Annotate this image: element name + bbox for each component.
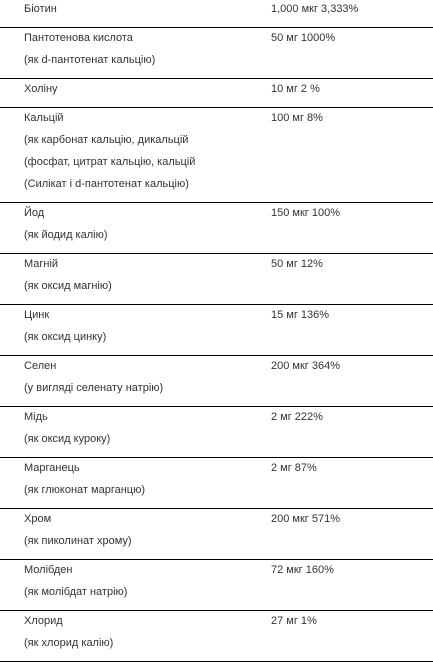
nutrient-form-note: (як йодид калію) xyxy=(24,229,108,241)
nutrient-name: Магній xyxy=(24,258,59,270)
nutrient-name: Пантотенова кислота xyxy=(24,32,133,44)
nutrient-amount: 2 мг 87% xyxy=(271,462,317,474)
nutrient-amount: 100 мг 8% xyxy=(271,112,323,124)
nutrient-form-note: (як пиколинат хрому) xyxy=(24,535,132,547)
table-row xyxy=(0,254,433,305)
nutrient-form-note: (як оксид цинку) xyxy=(24,331,107,343)
nutrient-form-note: (як хлорид калію) xyxy=(24,637,114,649)
nutrient-form-note: (фосфат, цитрат кальцію, кальцій xyxy=(24,156,196,168)
table-row xyxy=(0,108,433,203)
nutrient-name: Марганець xyxy=(24,462,80,474)
table-row xyxy=(0,356,433,407)
nutrient-form-note: (як оксид магнію) xyxy=(24,280,112,292)
nutrient-amount: 15 мг 136% xyxy=(271,309,330,321)
nutrient-name: Молібден xyxy=(24,564,73,576)
table-row xyxy=(0,0,433,28)
nutrient-amount: 10 мг 2 % xyxy=(271,83,320,95)
nutrient-amount: 72 мкг 160% xyxy=(271,564,334,576)
nutrient-form-note: (як d-пантотенат кальцію) xyxy=(24,54,156,66)
table-row xyxy=(0,458,433,509)
table-row xyxy=(0,28,433,79)
table-row xyxy=(0,305,433,356)
nutrient-form-note: (у вигляді селенату натрію) xyxy=(24,382,164,394)
table-row xyxy=(0,509,433,560)
nutrient-name: Цинк xyxy=(24,309,50,321)
nutrient-name: Мідь xyxy=(24,411,48,423)
nutrient-name: Селен xyxy=(24,360,57,372)
nutrient-amount: 27 мг 1% xyxy=(271,615,317,627)
nutrient-amount: 50 мг 12% xyxy=(271,258,323,270)
nutrient-form-note: (Силікат і d-пантотенат кальцію) xyxy=(24,178,189,190)
table-row xyxy=(0,560,433,611)
nutrient-name: Кальцій xyxy=(24,112,64,124)
nutrient-amount: 2 мг 222% xyxy=(271,411,323,423)
nutrient-amount: 200 мкг 571% xyxy=(271,513,340,525)
nutrient-form-note: (як молібдат натрію) xyxy=(24,586,128,598)
nutrient-amount: 1,000 мкг 3,333% xyxy=(271,3,359,15)
nutrient-name: Біотин xyxy=(24,3,57,15)
nutrient-name: Хром xyxy=(24,513,52,525)
nutrient-name: Холіну xyxy=(24,83,58,95)
nutrient-name: Йод xyxy=(24,207,45,219)
nutrient-form-note: (як глюконат марганцю) xyxy=(24,484,145,496)
nutrient-form-note: (як карбонат кальцію, дикальцій xyxy=(24,134,189,146)
table-row xyxy=(0,611,433,662)
nutrient-name: Хлорид xyxy=(24,615,63,627)
nutrient-form-note: (як оксид куроку) xyxy=(24,433,111,445)
table-row xyxy=(0,79,433,108)
nutrient-amount: 150 мкг 100% xyxy=(271,207,340,219)
nutrient-amount: 50 мг 1000% xyxy=(271,32,336,44)
table-row xyxy=(0,203,433,254)
nutrient-amount: 200 мкг 364% xyxy=(271,360,340,372)
table-row xyxy=(0,407,433,458)
